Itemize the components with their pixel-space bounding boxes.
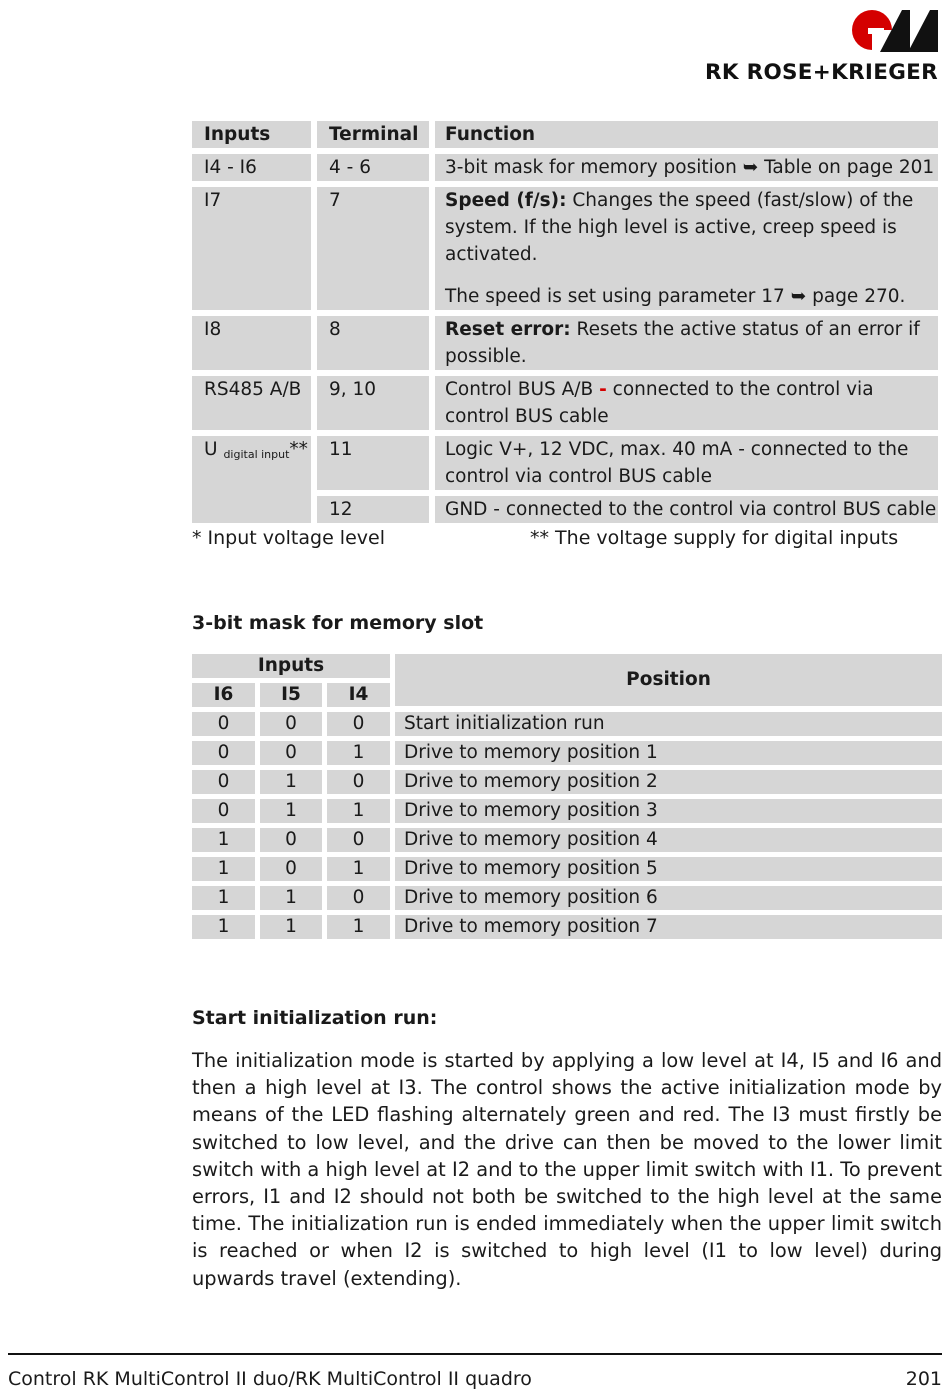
bit-i4: 0 [327,770,395,799]
function-text: Resets the active status of an error if possible. [445,319,920,367]
function-bold: Speed (f/s): [445,190,567,211]
cell-input: I4 - I6 [192,154,317,187]
header-inputs-group: Inputs [192,654,395,683]
position-text: Drive to memory position 7 [395,915,942,939]
input-main: U [204,439,218,460]
table-row [192,154,938,187]
cell-terminal: 7 [317,187,435,316]
table-row [192,741,942,770]
bit-i4: 1 [327,915,395,939]
cell-function [435,316,938,376]
cell-terminal: 9, 10 [317,376,435,436]
header-terminal: Terminal [317,121,435,154]
input-subscript: digital input [223,448,290,461]
bit-i4: 1 [327,741,395,770]
cell-function [435,187,938,316]
cell-terminal: 4 - 6 [317,154,435,187]
init-section-body: The initialization mode is started by applying a low level at I4, I5 and I6 and then a high level at I3. The control shows the active initialization mode by means of the LED flashing alternately green and red. The I3 must firstly be switched to low level, and the drive can then be moved to the lower limit switch with a high level at I2 and to the upper limit switch with I1. To prevent errors, I1 and I2 should not both be switched to the high level at the same time. The initialization run is ended immediately when the upper limit switch is reached or when I2 is switched to high level (I1 to low level) during upwards travel (extending). [192,1049,942,1290]
cell-input: RS485 A/B [192,376,317,436]
position-text: Drive to memory position 3 [395,799,942,828]
header-i6: I6 [192,683,260,712]
bit-i5: 0 [260,741,327,770]
bit-i6: 1 [192,886,260,915]
cell-input [192,436,317,523]
function-text: Control BUS A/B [445,379,600,400]
header-inputs: Inputs [192,121,317,154]
table-row [192,712,942,741]
bit-i6: 0 [192,712,260,741]
footnote-input-voltage: * Input voltage level [192,527,385,549]
bit-i4: 0 [327,886,395,915]
bit-i5: 0 [260,828,327,857]
function-text: Changes the speed (fast/slow) of the system. If the high level is active, creep speed is activated. [445,190,914,265]
position-text: Start initialization run [395,712,942,741]
bit-i5: 0 [260,857,327,886]
position-text: Drive to memory position 2 [395,770,942,799]
header-i4: I4 [327,683,395,712]
footer-title: Control RK MultiControl II duo/RK MultiControl II quadro [8,1368,532,1390]
red-dash: - [599,379,607,400]
table-row [192,436,938,496]
brand-logo [668,6,944,85]
function-text-2: The speed is set using parameter 17 [445,286,785,307]
table-row [192,915,942,939]
input-suffix: ** [289,439,308,460]
cell-terminal: 8 [317,316,435,376]
cell-function: GND - connected to the control via control BUS cable [435,496,938,523]
bit-i6: 1 [192,828,260,857]
bit-i4: 0 [327,712,395,741]
bit-i4: 1 [327,799,395,828]
bit-i5: 0 [260,712,327,741]
table-row [192,187,938,316]
table-row [192,376,938,436]
position-text: Drive to memory position 6 [395,886,942,915]
cell-input: I8 [192,316,317,376]
inputs-table [192,121,938,523]
header-i5: I5 [260,683,327,712]
table-row [192,886,942,915]
header-function: Function [435,121,938,154]
position-text: Drive to memory position 1 [395,741,942,770]
brand-name: RK ROSE+KRIEGER [704,60,938,85]
bit-i4: 0 [327,828,395,857]
mask-section-title: 3-bit mask for memory slot [192,612,484,634]
reference-link[interactable]: page 270. [812,286,906,307]
cell-input: I7 [192,187,317,316]
cell-function [435,154,938,187]
bit-i5: 1 [260,886,327,915]
position-text: Drive to memory position 4 [395,828,942,857]
table-row [192,828,942,857]
bit-i6: 0 [192,799,260,828]
cell-terminal: 11 [317,436,435,496]
table-row [192,857,942,886]
bit-i5: 1 [260,770,327,799]
table-header-row [192,121,938,154]
bit-i5: 1 [260,915,327,939]
table-row [192,770,942,799]
bit-i5: 1 [260,799,327,828]
bit-i6: 1 [192,915,260,939]
cell-function [435,376,938,436]
cell-function: Logic V+, 12 VDC, max. 40 mA - connected to the control via control BUS cable [435,436,938,496]
bit-i4: 1 [327,857,395,886]
function-text-b: connected to the control via control BUS cable [445,379,874,427]
bit-i6: 1 [192,857,260,886]
init-section-title: Start initialization run: [192,1007,438,1029]
reference-link[interactable]: Table on page 201 [764,157,935,178]
table-header-row [192,654,942,683]
position-text: Drive to memory position 5 [395,857,942,886]
footer-rule [8,1353,942,1355]
rose-krieger-logo-icon [850,6,940,56]
footnote-voltage-supply: ** The voltage supply for digital inputs [530,527,899,549]
bit-i6: 0 [192,741,260,770]
table-row [192,799,942,828]
arrow-reference-icon: ➥ [790,286,807,307]
function-text: 3-bit mask for memory position [445,157,737,178]
bit-i6: 0 [192,770,260,799]
mask-rows [192,712,942,939]
cell-terminal: 12 [317,496,435,523]
arrow-reference-icon: ➥ [742,157,759,178]
table-row [192,316,938,376]
page-number: 201 [905,1368,942,1390]
memory-mask-table [192,654,942,939]
function-bold: Reset error: [445,319,571,340]
header-position: Position [395,654,942,712]
